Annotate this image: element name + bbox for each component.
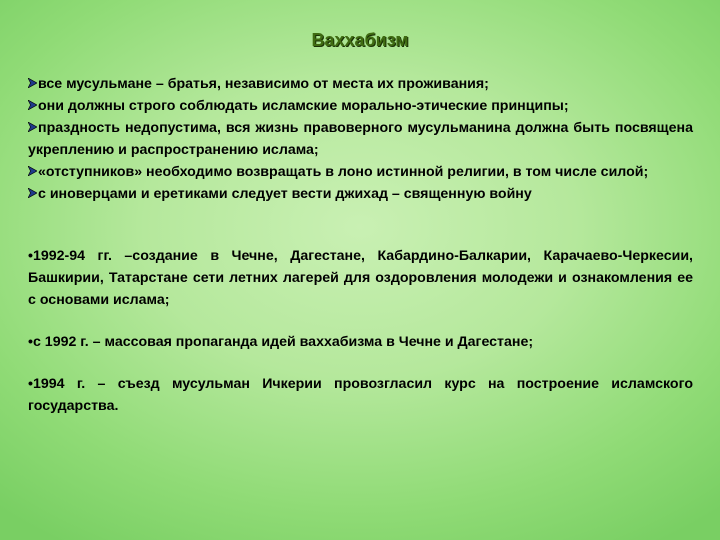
slide-body <box>28 73 693 417</box>
list-item <box>28 373 693 417</box>
list-item <box>28 245 693 311</box>
bullet-dot: • <box>28 376 33 392</box>
slide-title: Ваххабизм <box>311 30 409 50</box>
principles-list <box>28 73 693 205</box>
arrow-bullet-icon <box>28 122 37 132</box>
list-item-text: с 1992 г. – массовая пропаганда идей ваххабизма в Чечне и Дагестане; <box>32 334 534 350</box>
list-item <box>28 161 693 183</box>
list-item <box>28 331 693 353</box>
arrow-bullet-icon <box>28 188 37 198</box>
list-item <box>28 73 693 95</box>
bullet-dot: • <box>28 334 33 350</box>
bullet-dot: • <box>28 248 33 264</box>
list-item <box>28 117 693 161</box>
arrow-bullet-icon <box>28 166 37 176</box>
list-item-text: праздность недопустима, вся жизнь правоверного мусульманина должна быть посвящена укреплению и распространению ислама; <box>28 120 693 158</box>
arrow-bullet-icon <box>28 100 37 110</box>
list-item <box>28 183 693 205</box>
list-item-text: с иноверцами и еретиками следует вести джихад – священную войну <box>38 186 532 202</box>
list-item-text: все мусульмане – братья, независимо от места их проживания; <box>38 76 489 92</box>
events-list <box>28 245 693 417</box>
list-item <box>28 95 693 117</box>
list-item-text: 1992-94 гг. –создание в Чечне, Дагестане, Кабардино-Балкарии, Карачаево-Черкесии, Башкирии, Татарстане сети летних лагерей для оздоровления молодежи и ознакомления ее с основами ислама; <box>28 248 693 308</box>
list-item-text: 1994 г. – съезд мусульман Ичкерии провозгласил курс на построение исламского государства. <box>28 376 693 414</box>
arrow-bullet-icon <box>28 78 37 88</box>
list-item-text: они должны строго соблюдать исламские морально-этические принципы; <box>38 98 569 114</box>
list-item-text: «отступников» необходимо возвращать в лоно истинной религии, в том числе силой; <box>38 164 649 180</box>
